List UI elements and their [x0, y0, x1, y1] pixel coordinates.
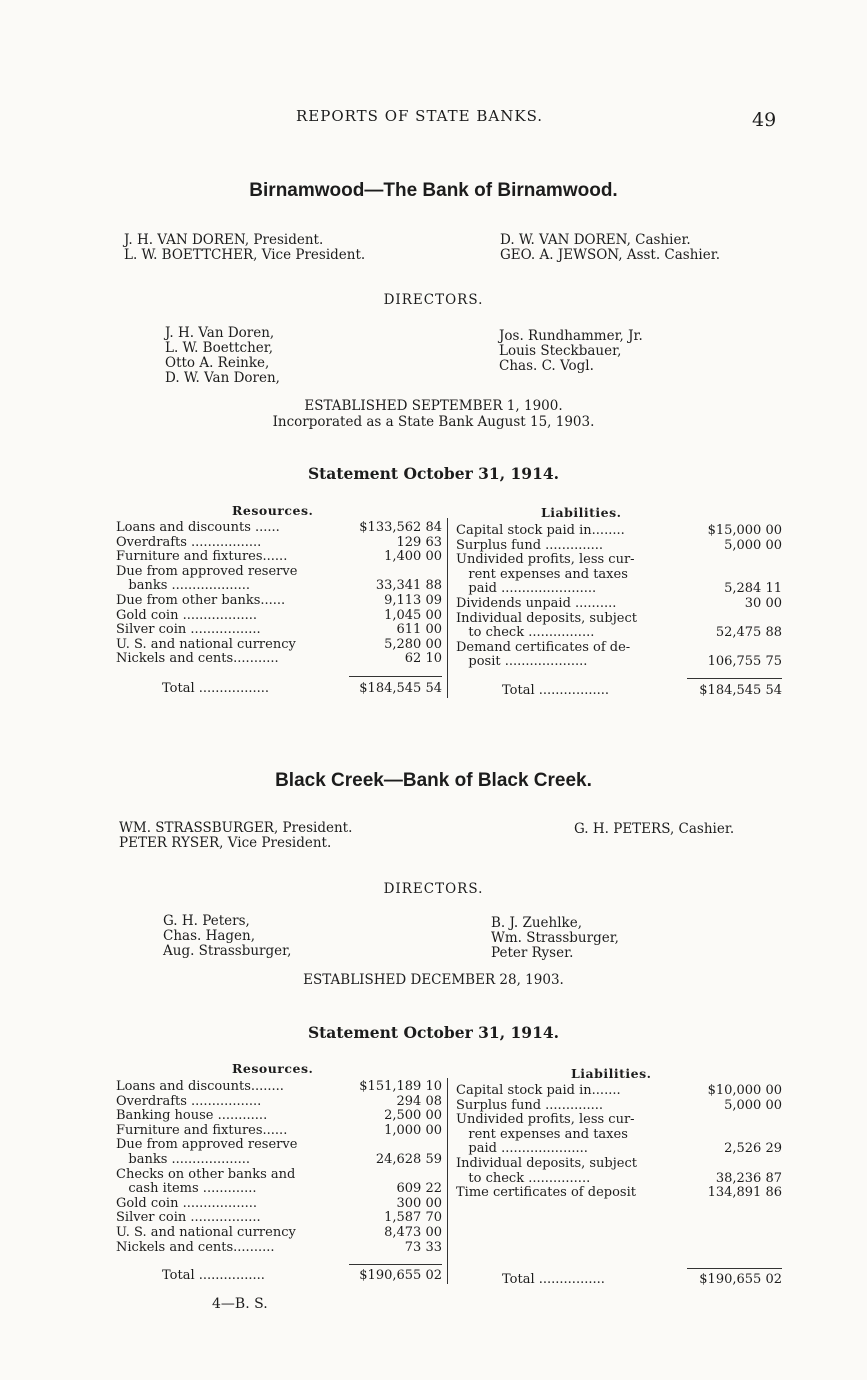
table-row	[456, 641, 782, 656]
table-row	[456, 1157, 782, 1172]
table-row	[116, 1124, 442, 1139]
table-row	[456, 539, 782, 554]
directors-left	[165, 326, 280, 386]
table-row	[116, 1109, 442, 1124]
row-label: Individual deposits, subject	[456, 611, 637, 626]
table-row	[116, 623, 442, 638]
row-amount: 300 00	[396, 1195, 442, 1211]
row-label: posit ....................	[456, 655, 588, 670]
resources-table	[116, 521, 442, 667]
row-label: Due from other banks......	[116, 593, 286, 608]
officers-right	[574, 822, 734, 837]
table-row	[456, 1099, 782, 1114]
row-label: Undivided profits, less cur-	[456, 1113, 635, 1128]
row-amount: $133,562 84	[359, 520, 442, 535]
row-amount: 33,341 88	[375, 578, 442, 594]
directors-heading: DIRECTORS.	[383, 292, 484, 308]
director-name: Louis Steckbauer,	[499, 343, 622, 359]
total-amount: $184,545 54	[359, 681, 442, 696]
table-row	[456, 612, 782, 627]
row-amount: 134,891 86	[707, 1185, 782, 1201]
table-row	[456, 553, 782, 568]
row-label: Furniture and fixtures......	[116, 1123, 288, 1138]
row-label: Loans and discounts ......	[116, 521, 280, 535]
row-amount: 52,475 88	[715, 625, 782, 641]
row-label: Silver coin .................	[116, 1211, 261, 1226]
table-row	[116, 536, 442, 551]
row-label: Nickels and cents..........	[116, 1240, 275, 1255]
row-label: Checks on other banks and	[116, 1167, 296, 1182]
row-amount: 5,000 00	[724, 1097, 782, 1113]
row-amount: $15,000 00	[707, 523, 782, 538]
total-rule	[687, 678, 782, 679]
table-row	[116, 550, 442, 565]
column-divider	[447, 518, 448, 698]
table-row	[456, 655, 782, 670]
director-name: Chas. C. Vogl.	[499, 358, 594, 374]
table-row	[116, 652, 442, 667]
table-row	[456, 1142, 782, 1157]
row-label: Furniture and fixtures......	[116, 550, 288, 565]
resources-total	[116, 681, 442, 696]
established-line: ESTABLISHED SEPTEMBER 1, 1900.	[304, 398, 563, 414]
row-amount: 9,113 09	[384, 592, 442, 608]
incorporated-line: Incorporated as a State Bank August 15, 1903.	[272, 414, 595, 430]
established-line: ESTABLISHED DECEMBER 28, 1903.	[303, 972, 564, 988]
officer-line: J. H. VAN DOREN, President.	[124, 232, 324, 248]
row-amount: 73 33	[404, 1239, 442, 1255]
table-row	[116, 565, 442, 580]
total-label: Total .................	[162, 681, 270, 696]
officers-left	[119, 821, 352, 851]
resources-heading: Resources.	[232, 1061, 314, 1076]
table-row	[456, 582, 782, 597]
statement-heading: Statement October 31, 1914.	[307, 464, 560, 483]
row-amount: 1,400 00	[384, 549, 442, 565]
officer-line: WM. STRASSBURGER, President.	[119, 820, 353, 836]
row-label: paid .......................	[456, 582, 597, 597]
table-row	[116, 1211, 442, 1226]
table-row	[456, 1172, 782, 1187]
directors-right	[491, 916, 619, 961]
row-amount: 38,236 87	[715, 1170, 782, 1186]
table-row	[456, 1128, 782, 1143]
row-amount: 1,045 00	[384, 607, 442, 623]
row-label: Time certificates of deposit	[456, 1186, 636, 1201]
row-label: paid .....................	[456, 1142, 588, 1157]
officer-line: L. W. BOETTCHER, Vice President.	[124, 247, 366, 263]
director-name: Wm. Strassburger,	[491, 930, 619, 946]
liabilities-heading: Liabilities.	[541, 505, 622, 520]
total-label: Total .................	[502, 683, 610, 698]
director-name: L. W. Boettcher,	[165, 340, 274, 356]
row-amount: 2,526 29	[724, 1141, 782, 1157]
table-row	[456, 1084, 782, 1099]
row-amount: 5,284 11	[724, 581, 782, 597]
row-label: Dividends unpaid ..........	[456, 596, 617, 611]
director-name: Peter Ryser.	[491, 945, 574, 961]
statement-heading: Statement October 31, 1914.	[307, 1023, 560, 1042]
row-label: Gold coin ..................	[116, 1196, 257, 1211]
row-label: rent expenses and taxes	[456, 1127, 628, 1142]
liabilities-table	[456, 1084, 782, 1201]
row-label: Due from approved reserve	[116, 1138, 298, 1153]
row-amount: 62 10	[404, 651, 442, 667]
row-amount: 1,000 00	[384, 1122, 442, 1138]
officer-line: D. W. VAN DOREN, Cashier.	[500, 232, 691, 248]
row-label: Silver coin .................	[116, 623, 261, 638]
director-name: Jos. Rundhammer, Jr.	[499, 328, 643, 344]
officers-right	[500, 233, 720, 263]
table-row	[456, 626, 782, 641]
row-label: Nickels and cents...........	[116, 652, 279, 667]
liabilities-heading: Liabilities.	[571, 1066, 652, 1081]
row-amount: 129 63	[396, 534, 442, 550]
row-amount: 5,280 00	[384, 636, 442, 652]
row-label: cash items .............	[116, 1182, 257, 1197]
row-label: to check ................	[456, 626, 595, 641]
director-name: J. H. Van Doren,	[165, 325, 275, 341]
resources-total	[116, 1268, 442, 1283]
row-amount: 1,587 70	[384, 1210, 442, 1226]
row-amount: $151,189 10	[359, 1079, 442, 1094]
total-rule	[349, 1264, 442, 1265]
row-amount: 5,000 00	[724, 537, 782, 553]
running-header: REPORTS OF STATE BANKS.	[296, 107, 544, 125]
total-amount: $190,655 02	[699, 1272, 782, 1287]
directors-right	[499, 329, 643, 374]
total-amount: $190,655 02	[359, 1268, 442, 1283]
established-note	[0, 398, 867, 430]
signature-mark: 4—B. S.	[212, 1296, 268, 1312]
table-row	[456, 597, 782, 612]
table-row	[456, 568, 782, 583]
director-name: Aug. Strassburger,	[163, 943, 292, 959]
table-row	[116, 1241, 442, 1256]
table-row	[456, 1113, 782, 1128]
table-row	[456, 1186, 782, 1201]
director-name: Chas. Hagen,	[163, 928, 256, 944]
officers-left	[124, 233, 365, 263]
row-amount: 30 00	[744, 595, 782, 611]
table-row	[116, 1080, 442, 1095]
table-row	[116, 594, 442, 609]
row-amount: 106,755 75	[707, 654, 782, 670]
bank-title: Black Creek—Bank of Black Creek.	[275, 770, 592, 791]
row-label: U. S. and national currency	[116, 1225, 296, 1240]
liabilities-table	[456, 524, 782, 670]
table-row	[116, 1095, 442, 1110]
total-amount: $184,545 54	[699, 683, 782, 698]
row-amount: 609 22	[396, 1181, 442, 1197]
row-label: Overdrafts .................	[116, 1094, 262, 1109]
row-label: rent expenses and taxes	[456, 567, 628, 582]
row-amount: 24,628 59	[375, 1151, 442, 1167]
table-row	[116, 609, 442, 624]
row-label: Surplus fund ..............	[456, 538, 604, 553]
resources-table	[116, 1080, 442, 1255]
table-row	[116, 1168, 442, 1183]
row-label: Overdrafts .................	[116, 535, 262, 550]
liabilities-total	[456, 683, 782, 698]
row-label: Capital stock paid in........	[456, 524, 625, 538]
officer-line: G. H. PETERS, Cashier.	[574, 821, 735, 837]
total-label: Total ................	[162, 1268, 265, 1283]
row-label: Capital stock paid in.......	[456, 1084, 621, 1098]
director-name: G. H. Peters,	[163, 913, 250, 929]
page-number: 49	[752, 109, 777, 131]
row-label: Banking house ............	[116, 1109, 268, 1124]
table-row	[116, 1226, 442, 1241]
table-row	[456, 524, 782, 539]
director-name: B. J. Zuehlke,	[491, 915, 582, 931]
total-rule	[687, 1268, 782, 1269]
row-label: to check ...............	[456, 1171, 591, 1186]
row-label: Demand certificates of de-	[456, 640, 631, 655]
row-label: Undivided profits, less cur-	[456, 553, 635, 568]
total-rule	[349, 676, 442, 677]
director-name: Otto A. Reinke,	[165, 355, 270, 371]
established-note	[0, 972, 867, 988]
row-amount: 294 08	[396, 1093, 442, 1109]
row-label: banks ...................	[116, 579, 251, 594]
row-amount: 2,500 00	[384, 1108, 442, 1124]
table-row	[116, 579, 442, 594]
table-row	[116, 1182, 442, 1197]
director-name: D. W. Van Doren,	[165, 370, 280, 386]
row-amount: 8,473 00	[384, 1224, 442, 1240]
row-label: Due from approved reserve	[116, 564, 298, 579]
row-label: Loans and discounts........	[116, 1080, 284, 1094]
table-row	[116, 1153, 442, 1168]
row-label: U. S. and national currency	[116, 637, 296, 652]
bank-title: Birnamwood—The Bank of Birnamwood.	[249, 180, 618, 201]
directors-left	[163, 914, 291, 959]
row-label: Individual deposits, subject	[456, 1156, 637, 1171]
officer-line: PETER RYSER, Vice President.	[119, 835, 332, 851]
total-label: Total ................	[502, 1272, 605, 1287]
column-divider	[447, 1078, 448, 1284]
row-label: Gold coin ..................	[116, 608, 257, 623]
table-row	[116, 638, 442, 653]
liabilities-total	[456, 1272, 782, 1287]
table-row	[116, 521, 442, 536]
table-row	[116, 1138, 442, 1153]
resources-heading: Resources.	[232, 503, 314, 518]
row-amount: $10,000 00	[707, 1083, 782, 1098]
row-label: Surplus fund ..............	[456, 1098, 604, 1113]
table-row	[116, 1197, 442, 1212]
row-label: banks ...................	[116, 1152, 251, 1167]
directors-heading: DIRECTORS.	[383, 881, 484, 897]
row-amount: 611 00	[396, 622, 442, 638]
officer-line: GEO. A. JEWSON, Asst. Cashier.	[500, 247, 721, 263]
